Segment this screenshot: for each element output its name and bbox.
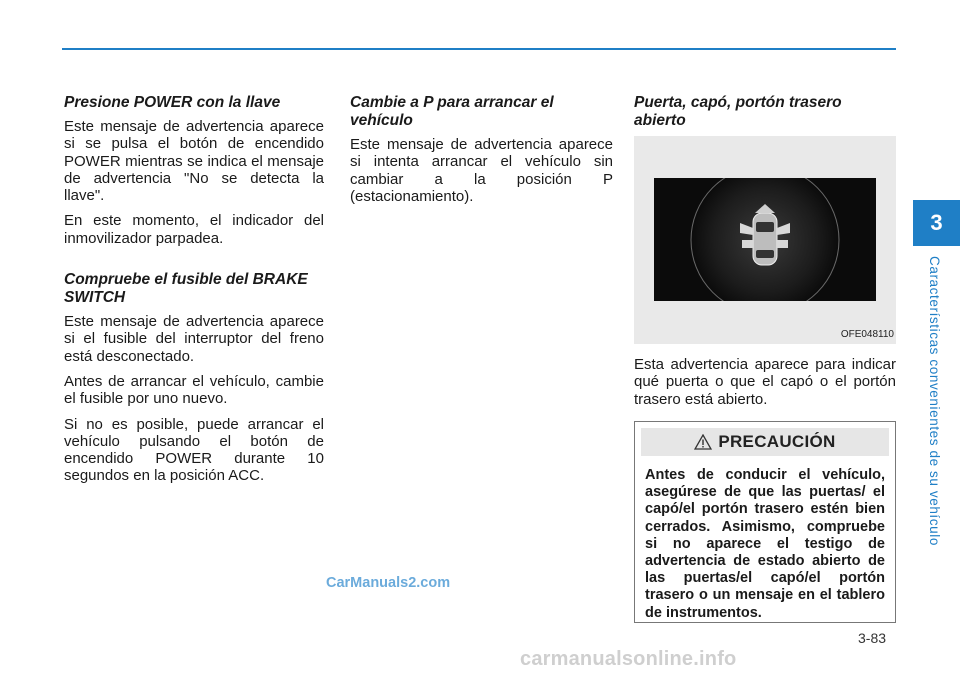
section-title-power-key: Presione POWER con la llave (64, 94, 281, 111)
cluster-display (654, 178, 876, 301)
paragraph: Antes de arrancar el vehículo, cambie el fusible por uno nuevo. (64, 372, 324, 408)
column-middle (350, 94, 613, 213)
watermark-link[interactable]: CarManuals2.com (326, 575, 451, 591)
section-title-door-open: Puerta, capó, portón trasero abierto (634, 94, 842, 129)
chapter-tab: 3 (913, 200, 960, 246)
section-title-shift-to-p: Cambie a P para arrancar el vehículo (350, 94, 554, 129)
paragraph: En este momento, el indicador del inmovilizador parpadea. (64, 212, 324, 247)
paragraph: Este mensaje de advertencia aparece si intenta arrancar el vehículo sin cambiar a la posición P (estacionamiento). (350, 136, 613, 205)
top-rule (62, 48, 896, 50)
page-number: 3-83 (858, 630, 887, 646)
car-doors-open-illustration (654, 178, 876, 301)
figure-code: OFE048110 (840, 329, 894, 340)
chapter-title: Características convenientes de su vehículo (927, 256, 942, 546)
column-left (64, 94, 324, 493)
caution-title: PRECAUCIÓN (718, 432, 836, 451)
column-right (634, 94, 896, 416)
paragraph: Esta advertencia aparece para indicar qué puerta o que el capó o el portón trasero está abierto. (634, 356, 896, 408)
paragraph: Este mensaje de advertencia aparece si se pulsa el botón de encendido POWER mientras se indica el mensaje de advertencia "No se detecta la llave". (64, 118, 324, 205)
paragraph: Si no es posible, puede arrancar el vehículo pulsando el botón de encendido POWER durante 10 segundos en la posición ACC. (64, 415, 324, 485)
door-open-figure (634, 136, 896, 344)
warning-triangle-icon (694, 434, 712, 450)
caution-header (641, 428, 889, 456)
caution-box (634, 421, 896, 623)
paragraph: Este mensaje de advertencia aparece si el fusible del interruptor del freno está desconectado. (64, 313, 324, 365)
caution-text: Antes de conducir el vehículo, asegúrese de que las puertas/ el capó/el portón trasero estén bien cerrados. Asimismo, compruebe si no aparece el testigo de advertencia de estado abierto de las puertas/el capó/el portón trasero o un mensaje en el tablero de instrumentos. (645, 467, 885, 621)
section-title-brake-fuse: Compruebe el fusible del BRAKE SWITCH (64, 271, 308, 307)
footer-watermark: carmanualsonline.info (520, 648, 737, 670)
